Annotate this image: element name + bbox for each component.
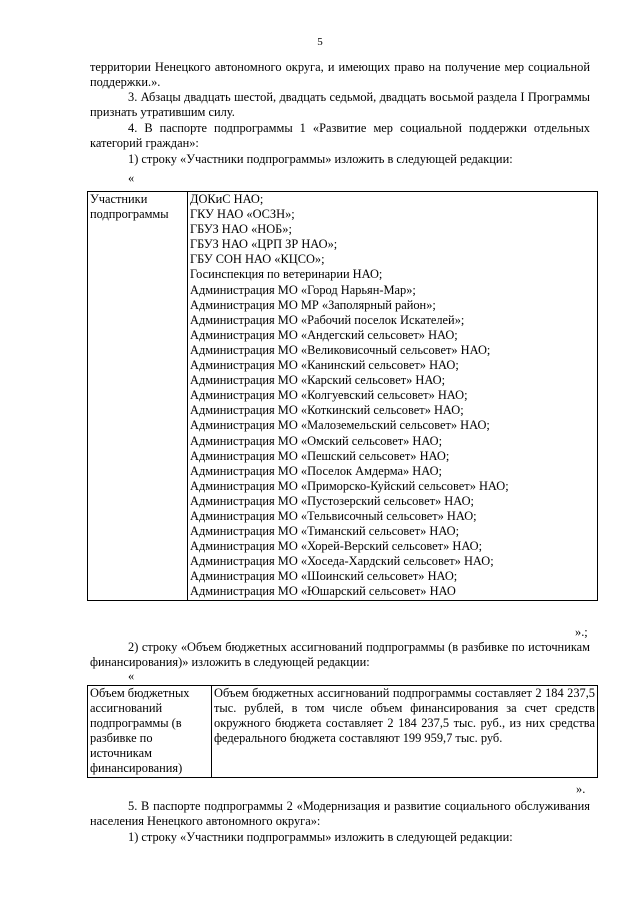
participant-item: Администрация МО «Шоинский сельсовет» НАО; [190,569,458,584]
participant-item: Администрация МО «Приморско-Куйский сельсовет» НАО; [190,478,509,493]
closing-quote-2: ». [576,782,586,796]
participant-item: Администрация МО «Колгуевский сельсовет» НАО; [190,388,468,403]
paragraph-4-2: 2) строку «Объем бюджетных ассигнований подпрограммы (в разбивке по источникам финансирования)» изложить в следующей редакции: [90,640,590,670]
participant-item: Администрация МО «Юшарский сельсовет» НАО [190,584,456,599]
participant-item: Администрация МО «Тиманский сельсовет» НАО; [190,524,460,539]
participant-item: Администрация МО «Малоземельский сельсовет» НАО; [190,418,490,433]
participant-item: Администрация МО «Карский сельсовет» НАО; [190,373,446,388]
table-row [88,192,598,601]
closing-quote-1: ».; [575,625,588,639]
page-number: 5 [317,36,323,48]
opening-quote-1: « [128,171,135,185]
opening-quote-2: « [128,669,135,683]
paragraph-5: 5. В паспорте подпрограммы 2 «Модернизация и развитие социального обслуживания населения Ненецкого автономного округа»: [90,799,590,829]
participant-item: Администрация МО «Омский сельсовет» НАО; [190,433,443,448]
participants-table [87,191,598,601]
participant-item: Администрация МО «Пустозерский сельсовет» НАО; [190,493,474,508]
participant-item: Администрация МО «Пешский сельсовет» НАО; [190,448,450,463]
participants-list-cell [188,192,598,601]
budget-label-cell: Объем бюджетных ассигнований подпрограммы (в разбивке по источникам финансирования) [88,686,212,778]
participant-item: Госинспекция по ветеринарии НАО; [190,267,383,282]
participant-item: Администрация МО «Рабочий поселок Искателей»; [190,312,465,327]
participant-item: ГКУ НАО «ОСЗН»; [190,207,295,222]
participant-item: Администрация МО «Хорей-Верский сельсовет» НАО; [190,539,483,554]
budget-text-cell: Объем бюджетных ассигнований подпрограммы составляет 2 184 237,5 тыс. рублей, в том числе объем финансирования за счет средств окружного бюджета составляет 2 184 237,5 тыс. руб., из них средства федерального бюджета составляют 199 959,7 тыс. руб. [212,686,598,778]
paragraph-4: 4. В паспорте подпрограммы 1 «Развитие мер социальной поддержки отдельных категорий граждан»: [90,121,590,151]
participant-item: Администрация МО «Хоседа-Хардский сельсовет» НАО; [190,554,494,569]
paragraph-3: 3. Абзацы двадцать шестой, двадцать седьмой, двадцать восьмой раздела I Программы признать утратившим силу. [90,90,590,120]
participant-item: ГБУ СОН НАО «КЦСО»; [190,252,325,267]
participant-item: Администрация МО «Город Нарьян-Мар»; [190,282,416,297]
participant-item: ДОКиС НАО; [190,192,264,206]
participant-item: Администрация МО «Канинский сельсовет» НАО; [190,358,459,373]
participant-item: ГБУЗ НАО «НОБ»; [190,222,292,237]
paragraph-continuation: территории Ненецкого автономного округа, и имеющих право на получение мер социальной поддержки.». [90,60,590,90]
budget-table [87,685,598,778]
participant-item: ГБУЗ НАО «ЦРП ЗР НАО»; [190,237,338,252]
participant-item: Администрация МО «Тельвисочный сельсовет» НАО; [190,508,477,523]
table-row [88,686,598,778]
paragraph-4-1: 1) строку «Участники подпрограммы» изложить в следующей редакции: [128,152,513,166]
participant-item: Администрация МО МР «Заполярный район»; [190,297,436,312]
participants-label-cell: Участники подпрограммы [88,192,188,601]
paragraph-5-1: 1) строку «Участники подпрограммы» изложить в следующей редакции: [128,830,513,844]
participant-item: Администрация МО «Поселок Амдерма» НАО; [190,463,442,478]
participant-item: Администрация МО «Андегский сельсовет» НАО; [190,327,458,342]
participant-item: Администрация МО «Великовисочный сельсовет» НАО; [190,342,491,357]
participant-item: Администрация МО «Коткинский сельсовет» НАО; [190,403,464,418]
